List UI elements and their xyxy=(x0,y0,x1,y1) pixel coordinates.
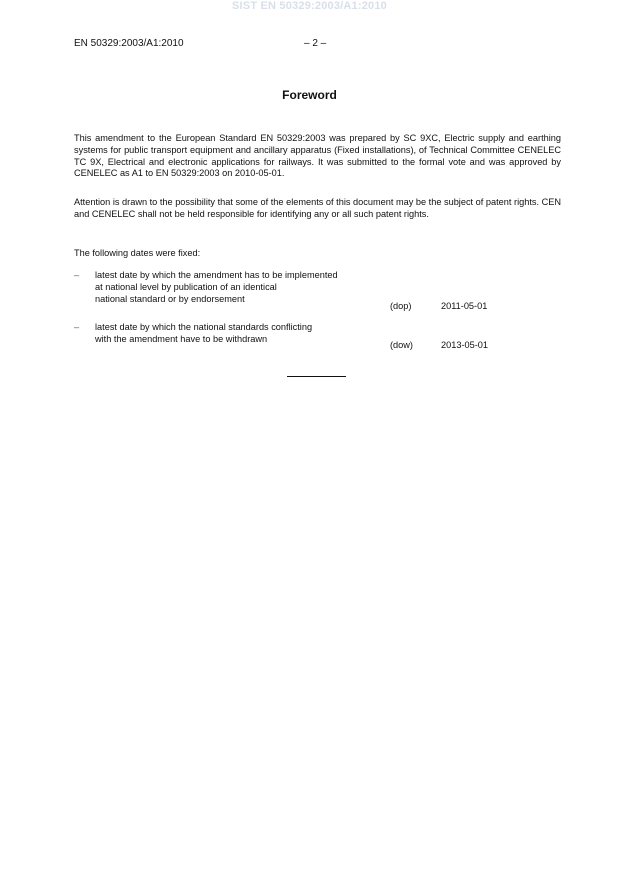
description-line: latest date by which the amendment has to be implemented xyxy=(95,270,338,280)
date-value: 2011-05-01 xyxy=(441,301,488,311)
date-abbreviation: (dop) xyxy=(390,301,412,311)
header-page-number: – 2 – xyxy=(304,38,327,49)
date-item-description xyxy=(95,270,380,305)
watermark: SIST EN 50329:2003/A1:2010 xyxy=(231,0,388,12)
header-document-id: EN 50329:2003/A1:2010 xyxy=(74,38,184,49)
description-line: at national level by publication of an identical xyxy=(95,281,277,292)
page-title: Foreword xyxy=(282,88,337,102)
patent-paragraph: Attention is drawn to the possibility that some of the elements of this document may be the subject of patent rights. CEN and CENELEC shall not be held responsible for identifying any or all such patent rights. xyxy=(74,197,561,219)
date-value: 2013-05-01 xyxy=(441,340,488,350)
description-line: national standard or by endorsement xyxy=(95,293,245,304)
dates-intro: The following dates were fixed: xyxy=(74,248,201,258)
description-line: latest date by which the national standards conflicting xyxy=(95,322,313,332)
foreword-paragraph: This amendment to the European Standard EN 50329:2003 was prepared by SC 9XC, Electric supply and earthing systems for public transport equipment and ancillary apparatus (Fixed installations), of Technical Committee CENELEC TC 9X, Electrical and electronic applications for railways. It was submitted to the formal vote and was approved by CENELEC as A1 to EN 50329:2003 on 2010-05-01. xyxy=(74,133,561,179)
description-line: with the amendment have to be withdrawn xyxy=(95,333,268,344)
date-abbreviation: (dow) xyxy=(390,340,413,350)
date-item-dop xyxy=(74,270,561,318)
end-rule xyxy=(287,376,346,377)
date-item-dow xyxy=(74,322,561,354)
list-dash: – xyxy=(74,322,80,332)
date-item-description xyxy=(95,322,380,346)
list-dash: – xyxy=(74,270,80,280)
